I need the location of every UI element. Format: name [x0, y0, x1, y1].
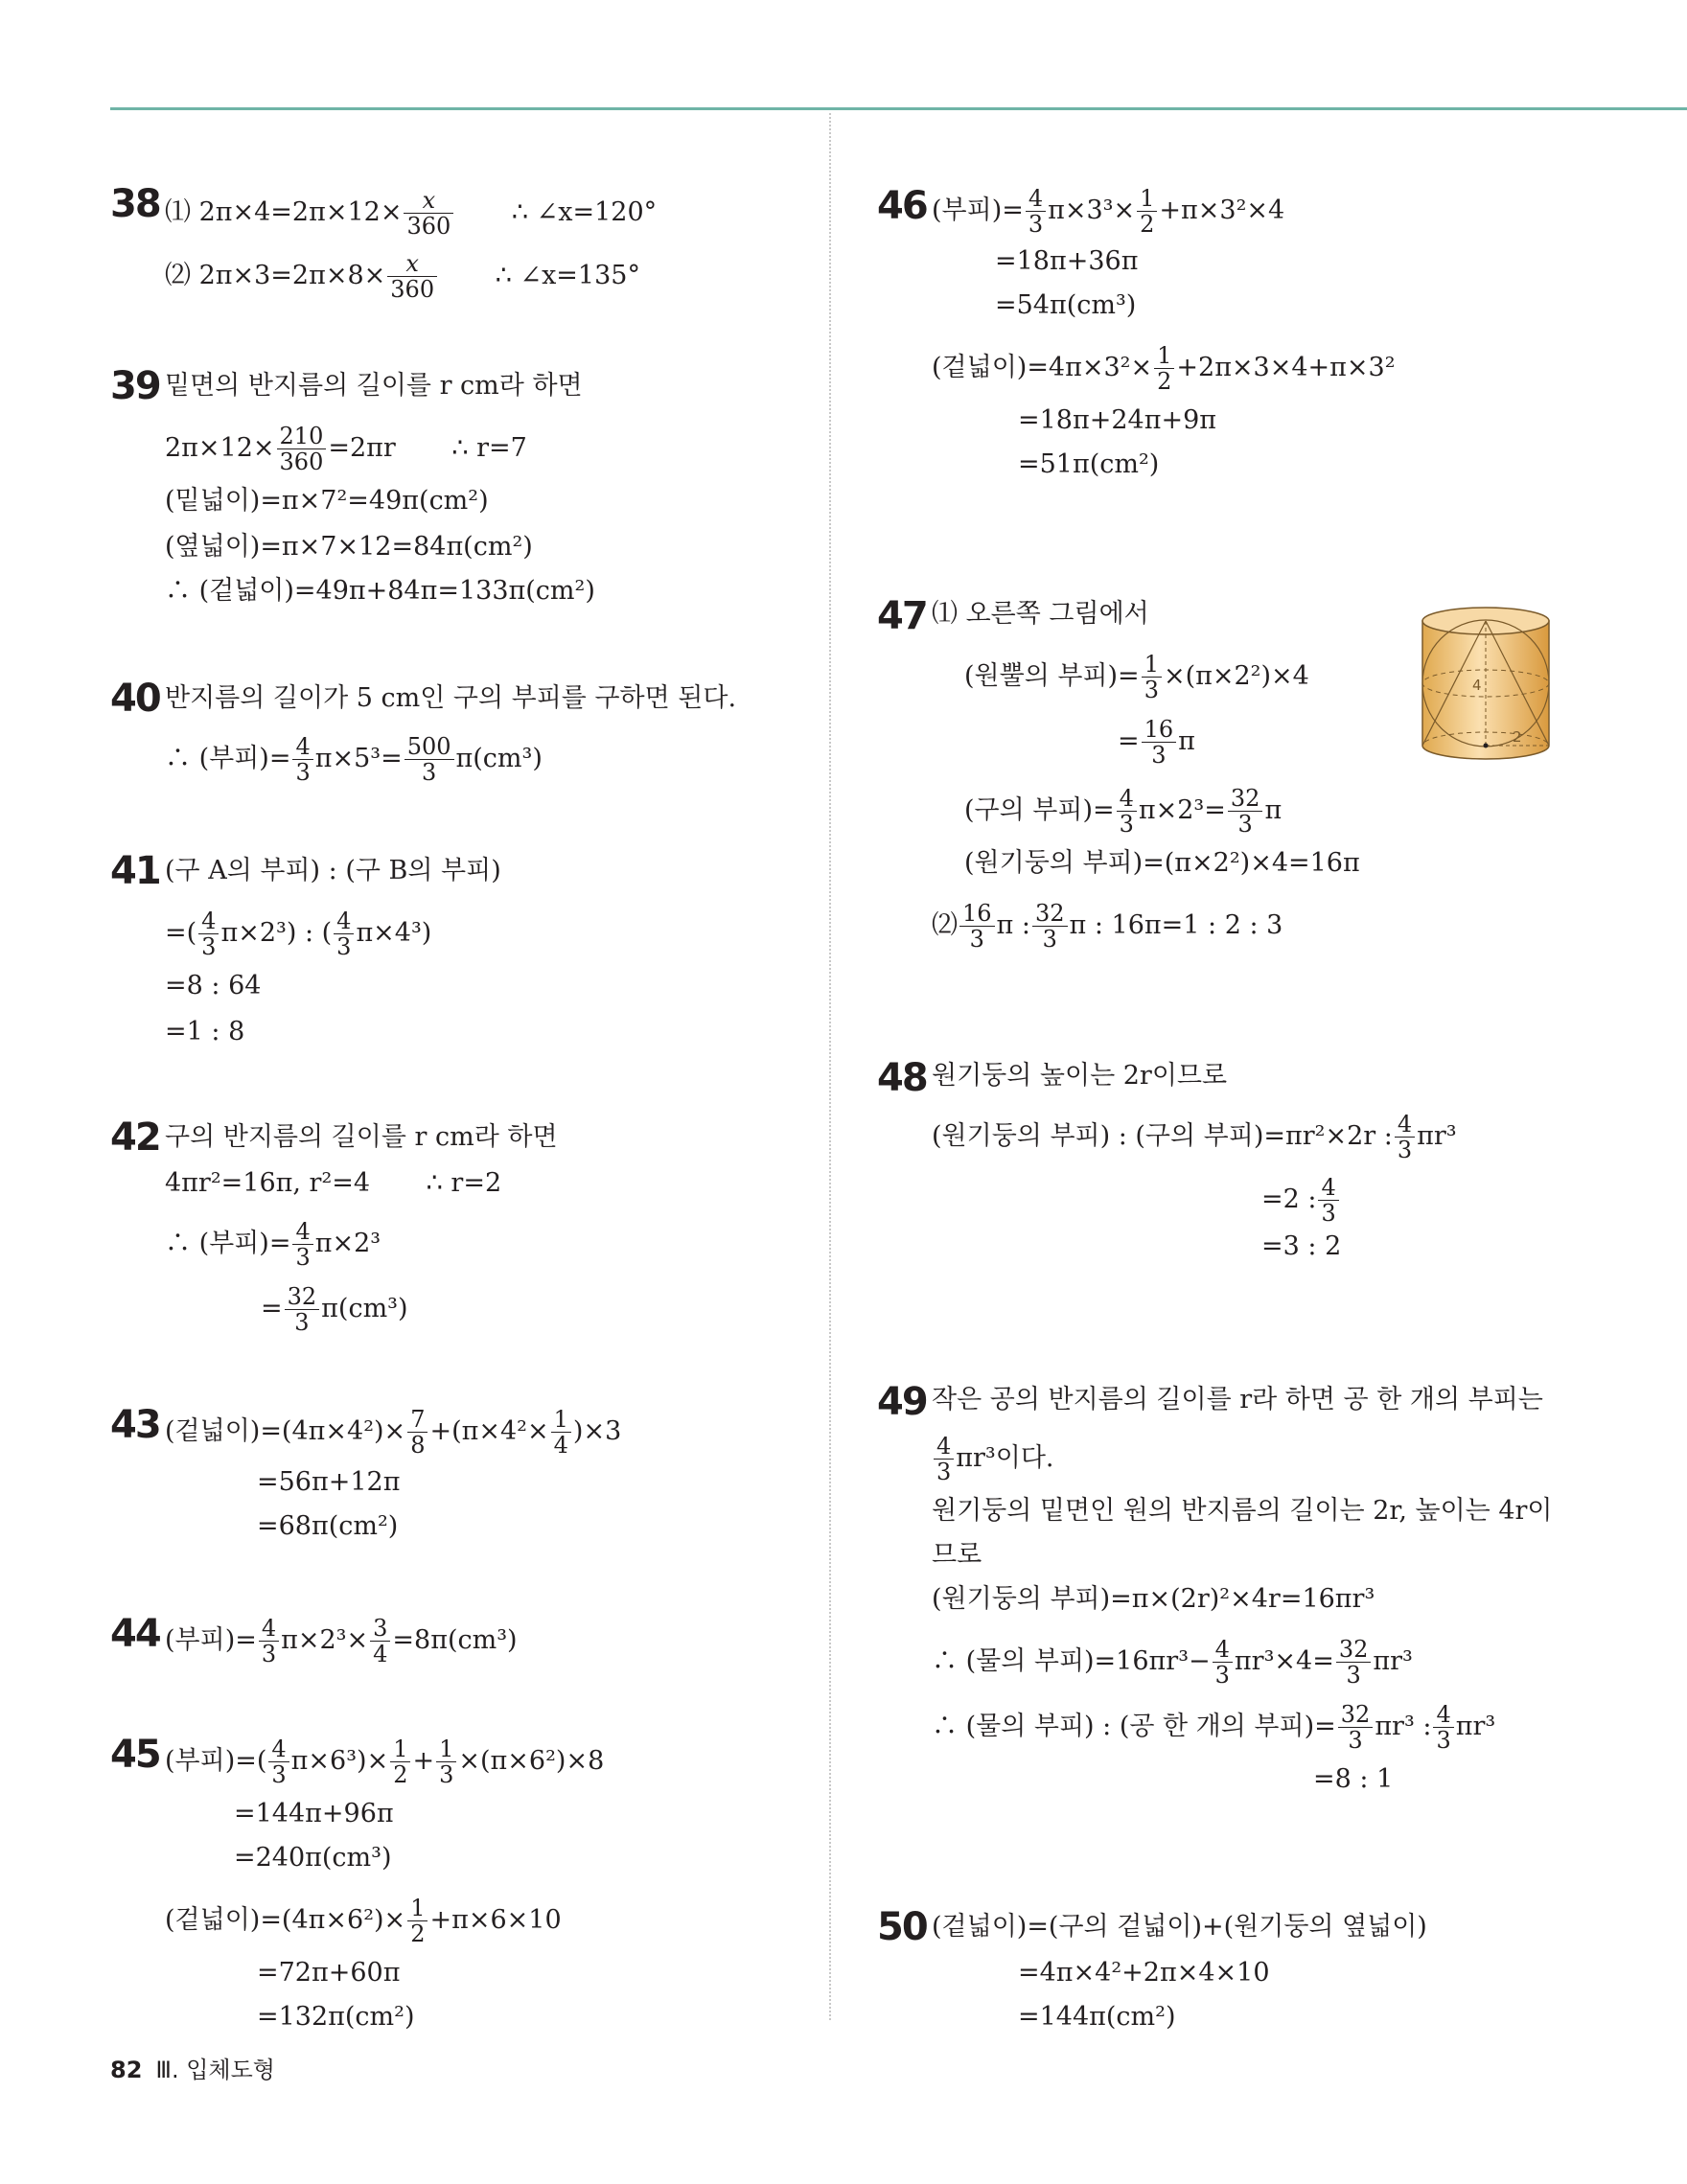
problem-number: 38	[110, 182, 160, 226]
problem-number: 48	[877, 1056, 927, 1100]
solution-line	[1261, 1175, 1341, 1226]
solution-line: 작은 공의 반지름의 길이를 r라 하면 공 한 개의 부피는	[932, 1385, 1543, 1414]
expr: πr³이다.	[956, 1443, 1054, 1473]
column-divider	[829, 113, 831, 2020]
problem-number: 44	[110, 1612, 160, 1656]
solution-line	[165, 1219, 381, 1270]
problem-number: 46	[877, 184, 927, 228]
solution-line	[1118, 717, 1195, 768]
solution-line	[165, 734, 543, 785]
expr: ⑵ 2π×3=2π×8×	[165, 261, 386, 290]
solution-line: =68π(cm²)	[257, 1511, 399, 1541]
solution-line: =3 : 2	[1261, 1231, 1342, 1261]
solution-line	[165, 908, 431, 959]
page-footer	[110, 2051, 275, 2084]
expr: 2π×12×	[165, 433, 275, 463]
fraction: $\frac{500}{3}$	[404, 734, 454, 785]
solution-line: =1 : 8	[165, 1017, 245, 1046]
expr: πr³×4=	[1234, 1646, 1334, 1676]
fraction: $\frac{32}{3}$	[1338, 1702, 1374, 1753]
solution-line: (구 A의 부피) : (구 B의 부피)	[165, 856, 501, 885]
solution-line: =144π(cm²)	[1018, 2002, 1176, 2032]
fraction: $\frac{1}{4}$	[551, 1407, 571, 1458]
solution-line: =72π+60π	[257, 1958, 401, 1988]
solution-line	[261, 1284, 408, 1335]
fraction: $\frac{16}{3}$	[1142, 717, 1177, 768]
fraction: $\frac{4}{3}$	[1395, 1112, 1415, 1162]
fraction: $\frac{32}{3}$	[1032, 901, 1068, 952]
fraction: $\frac{4}{3}$	[292, 734, 312, 785]
solution-line	[165, 1736, 604, 1787]
expr: ∴ (부피)=	[165, 744, 291, 773]
fraction: $\frac{4}{3}$	[259, 1616, 279, 1667]
expr: )×3	[572, 1416, 622, 1446]
fraction: $\frac{4}{3}$	[1026, 186, 1046, 237]
expr: π×4³)	[356, 918, 432, 948]
solution-line: (겉넓이)=(구의 겉넓이)+(원기둥의 옆넓이)	[932, 1912, 1427, 1942]
solution-line: 밑면의 반지름의 길이를 r cm라 하면	[165, 371, 583, 401]
solution-line	[964, 652, 1309, 702]
expr: (원뿔의 부피)=	[964, 661, 1140, 691]
problem-number: 45	[110, 1733, 160, 1777]
solution-line	[932, 1637, 1413, 1688]
solution-line: 므로	[932, 1540, 982, 1570]
expr: π(cm³)	[455, 744, 543, 773]
solution-line: =132π(cm²)	[257, 2002, 415, 2032]
solution-line: (원기둥의 부피)=(π×2²)×4=16π	[964, 848, 1360, 878]
solution-line	[932, 343, 1396, 394]
fraction: $\frac{32}{3}$	[285, 1284, 320, 1335]
fraction: $\frac{4}{3}$	[198, 908, 219, 959]
problem-number: 39	[110, 364, 160, 408]
fraction: $\frac{4}{3}$	[1213, 1637, 1233, 1688]
expr: (부피)=(	[165, 1746, 267, 1776]
expr: =	[261, 1294, 283, 1323]
solution-line: =4π×4²+2π×4×10	[1018, 1958, 1270, 1988]
expr: 4πr²=16π, r²=4	[165, 1168, 371, 1198]
expr: ⑵	[932, 910, 958, 940]
fraction: $\frac{3}{4}$	[370, 1616, 390, 1667]
expr: π :	[996, 910, 1030, 940]
expr: =(	[165, 918, 197, 948]
expr: π×6³)×	[290, 1746, 389, 1776]
expr: (겉넓이)=4π×3²×	[932, 353, 1153, 382]
solution-line	[932, 1702, 1495, 1753]
solution-line	[165, 188, 657, 239]
top-rule	[110, 107, 1687, 110]
expr: π : 16π=1 : 2 : 3	[1069, 910, 1283, 940]
solution-line: ⑴ 오른쪽 그림에서	[932, 599, 1149, 629]
expr: =	[1118, 726, 1140, 756]
solution-line: 원기둥의 밑면인 원의 반지름의 길이는 2r, 높이는 4r이	[932, 1496, 1553, 1526]
height-label: 4	[1472, 677, 1482, 694]
page-number: 82	[110, 2057, 143, 2083]
radius-label: 2	[1513, 728, 1522, 746]
expr: π×3³×	[1048, 195, 1136, 225]
expr: (원기둥의 부피) : (구의 부피)=πr²×2r :	[932, 1121, 1393, 1151]
expr: (겉넓이)=(4π×4²)×	[165, 1416, 406, 1446]
expr: π×2³=	[1138, 795, 1226, 825]
solution-line: =18π+36π	[995, 246, 1139, 276]
expr: π×2³	[314, 1229, 381, 1258]
solution-line	[165, 424, 527, 474]
expr: ∴ (부피)=	[165, 1229, 291, 1258]
problem-number: 50	[877, 1905, 927, 1949]
solution-line	[165, 1616, 518, 1667]
fraction: $\frac{4}{3}$	[934, 1434, 954, 1484]
fraction: $\frac{x}{360}$	[387, 251, 437, 302]
solution-line	[932, 901, 1283, 952]
expr: ×(π×2²)×4	[1163, 661, 1309, 691]
expr: π	[1264, 795, 1283, 825]
solution-line: (원기둥의 부피)=π×(2r)²×4r=16πr³	[932, 1584, 1375, 1614]
solution-line	[165, 1167, 501, 1200]
expr: (부피)=	[165, 1625, 257, 1655]
solution-line: =8 : 64	[165, 971, 262, 1000]
chapter-title: Ⅲ. 입체도형	[155, 2057, 275, 2083]
fraction: $\frac{x}{360}$	[404, 188, 453, 239]
problem-number: 42	[110, 1115, 160, 1160]
expr: +(π×4²×	[429, 1416, 549, 1446]
fraction: $\frac{4}{3}$	[1318, 1175, 1338, 1226]
fraction: $\frac{1}{2}$	[1137, 186, 1157, 237]
expr: ⑴ 2π×4=2π×12×	[165, 197, 403, 227]
fraction: $\frac{1}{3}$	[1142, 652, 1162, 702]
expr: πr³ :	[1375, 1712, 1432, 1741]
expr: π×2³) : (	[220, 918, 333, 948]
fraction: $\frac{4}{3}$	[334, 908, 354, 959]
solution-line: 반지름의 길이가 5 cm인 구의 부피를 구하면 된다.	[165, 683, 737, 713]
fraction: $\frac{16}{3}$	[959, 901, 995, 952]
expr: π×2³×	[281, 1625, 369, 1655]
fraction: $\frac{1}{2}$	[390, 1736, 410, 1787]
expr: =2 :	[1261, 1184, 1317, 1214]
expr: ∴ (물의 부피)=16πr³−	[932, 1646, 1211, 1676]
expr: +π×6×10	[429, 1905, 562, 1935]
solution-line: =144π+96π	[234, 1799, 394, 1828]
fraction: $\frac{4}{3}$	[292, 1219, 312, 1270]
solution-line: =18π+24π+9π	[1018, 405, 1216, 435]
expr: πr³	[1373, 1646, 1413, 1676]
expr: +2π×3×4+π×3²	[1176, 353, 1396, 382]
expr: (겉넓이)=(4π×6²)×	[165, 1905, 406, 1935]
center-point	[1484, 744, 1489, 748]
solution-line: 원기둥의 높이는 2r이므로	[932, 1061, 1228, 1091]
cylinder-sphere-cone-figure	[1419, 602, 1553, 765]
solution-line: (옆넓이)=π×7×12=84π(cm²)	[165, 532, 533, 562]
expr: ×(π×6²)×8	[458, 1746, 605, 1776]
solution-line: =240π(cm³)	[234, 1843, 392, 1873]
problem-number: 40	[110, 677, 160, 721]
fraction: $\frac{32}{3}$	[1336, 1637, 1372, 1688]
fraction: $\frac{1}{2}$	[407, 1896, 428, 1946]
solution-line: =56π+12π	[257, 1467, 401, 1497]
expr: πr³	[1455, 1712, 1496, 1741]
expr: =2πr	[328, 433, 396, 463]
problem-number: 47	[877, 594, 927, 638]
solution-line	[932, 186, 1284, 237]
problem-number: 43	[110, 1403, 160, 1447]
expr: +π×3²×4	[1159, 195, 1285, 225]
solution-line: =54π(cm³)	[995, 290, 1137, 320]
fraction: $\frac{7}{8}$	[407, 1407, 428, 1458]
expr: π×5³=	[314, 744, 403, 773]
fraction: $\frac{1}{3}$	[436, 1736, 456, 1787]
solution-line	[165, 1407, 621, 1458]
result: ∴ r=2	[426, 1168, 502, 1198]
solution-line	[165, 1896, 562, 1946]
result: ∴ ∠x=135°	[495, 261, 640, 290]
problem-number: 41	[110, 849, 160, 893]
solution-line	[932, 1112, 1457, 1162]
fraction: $\frac{1}{2}$	[1154, 343, 1174, 394]
fraction: $\frac{32}{3}$	[1228, 786, 1263, 837]
solution-line: =51π(cm²)	[1018, 449, 1160, 479]
solution-line: ∴ (겉넓이)=49π+84π=133π(cm²)	[165, 576, 595, 606]
expr: (부피)=	[932, 195, 1024, 225]
solution-line	[964, 786, 1282, 837]
solution-line	[932, 1434, 1054, 1484]
expr: π(cm³)	[321, 1294, 408, 1323]
expr: ∴ (물의 부피) : (공 한 개의 부피)=	[932, 1712, 1336, 1741]
solution-line: =8 : 1	[1313, 1764, 1394, 1794]
fraction: $\frac{4}{3}$	[1433, 1702, 1453, 1753]
fraction: $\frac{4}{3}$	[1117, 786, 1137, 837]
expr: (구의 부피)=	[964, 795, 1115, 825]
expr: πr³	[1417, 1121, 1457, 1151]
fraction: $\frac{210}{360}$	[277, 424, 327, 474]
expr: +	[412, 1746, 435, 1776]
solution-line: 구의 반지름의 길이를 r cm라 하면	[165, 1122, 558, 1152]
expr: π	[1178, 726, 1195, 756]
problem-number: 49	[877, 1380, 927, 1424]
result: ∴ r=7	[451, 433, 527, 463]
solution-line	[165, 251, 640, 302]
fraction: $\frac{4}{3}$	[268, 1736, 289, 1787]
result: ∴ ∠x=120°	[511, 197, 658, 227]
expr: =8π(cm³)	[392, 1625, 518, 1655]
solution-line: (밑넓이)=π×7²=49π(cm²)	[165, 486, 489, 516]
